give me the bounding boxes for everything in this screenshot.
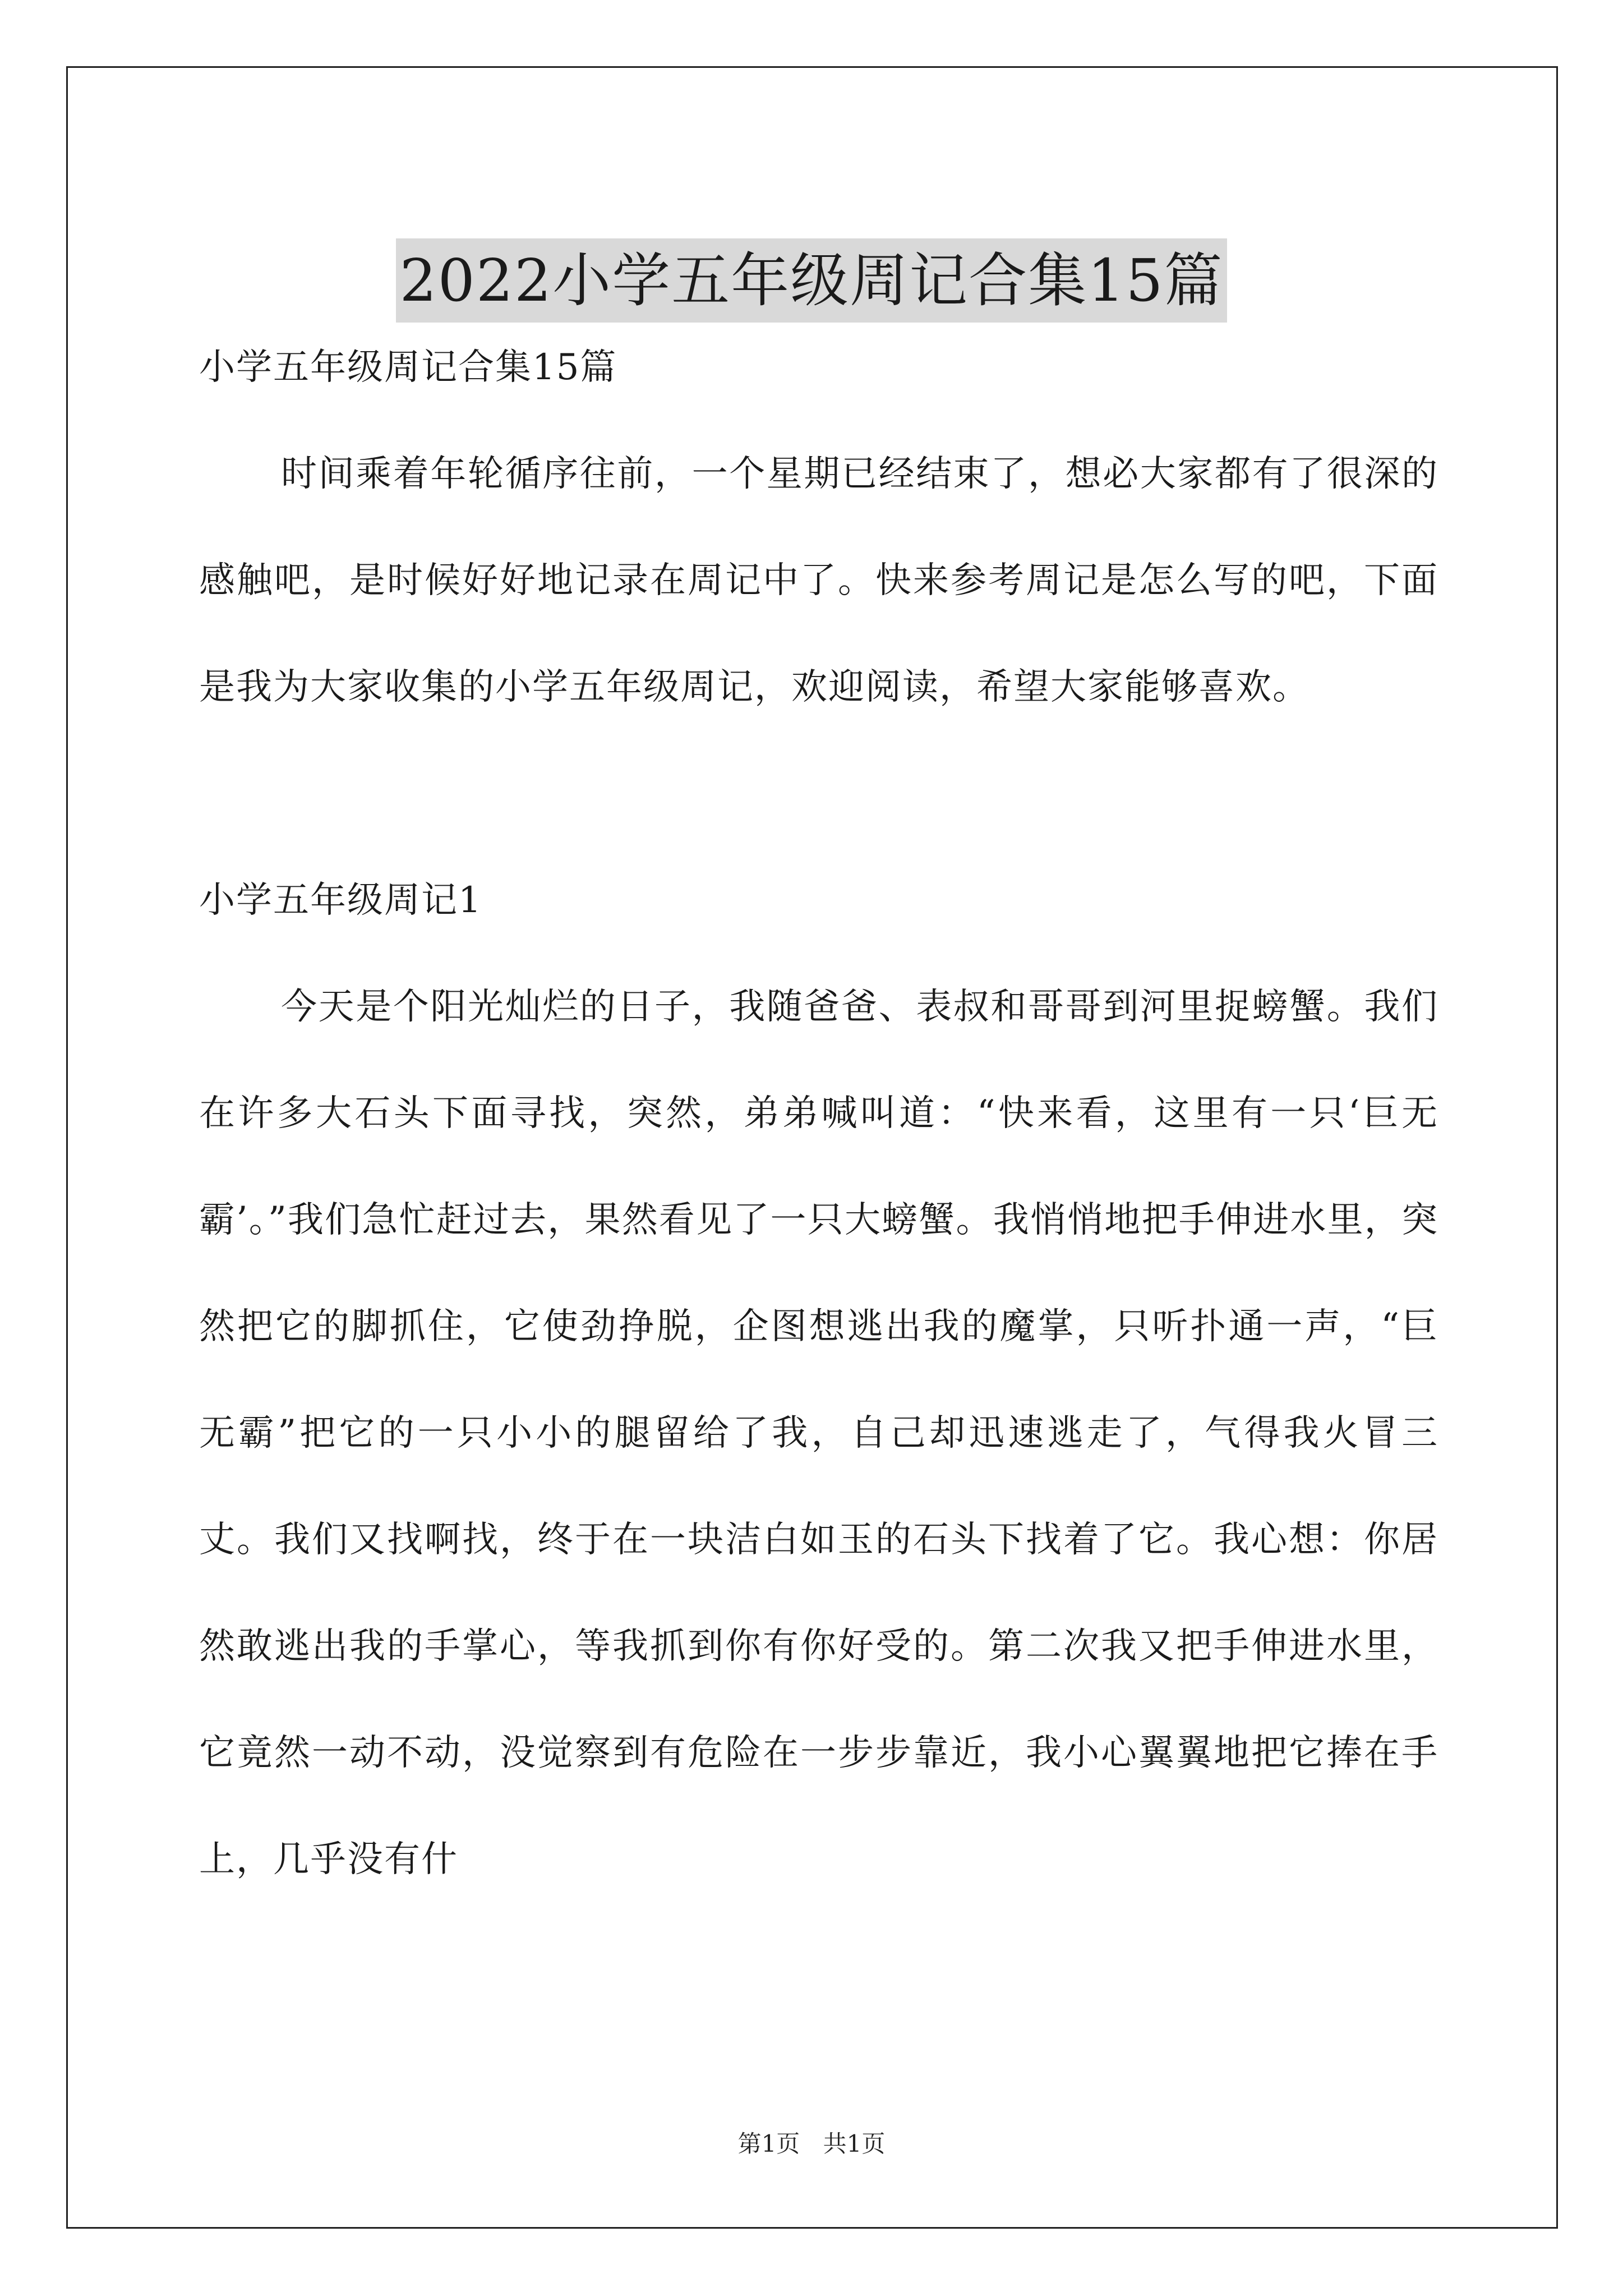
section-spacer <box>199 740 1438 847</box>
document-title: 2022小学五年级周记合集15篇 <box>396 238 1227 323</box>
document-subtitle: 小学五年级周记合集15篇 <box>199 347 617 388</box>
page-total: 共1页 <box>823 2130 886 2157</box>
section-heading: 小学五年级周记1 <box>199 880 482 921</box>
page-footer <box>0 2127 1623 2161</box>
section-paragraph: 今天是个阳光灿烂的日子，我随爸爸、表叔和哥哥到河里捉螃蟹。我们在许多大石头下面寻找，突然，弟弟喊叫道：“快来看，这里有一只‘巨无霸’。”我们急忙赶过去，果然看见了一只大螃蟹。我悄悄地把手伸进水里，突然把它的脚抓住，它使劲挣脱，企图想逃出我的魔掌，只听扑通一声，“巨无霸”把它的一只小小的腿留给了我，自己却迅速逃走了，气得我火冒三丈。我们又找啊找，终于在一块洁白如玉的石头下找着了它。我心想：你居然敢逃出我的手掌心，等我抓到你有你好受的。第二次我又把手伸进水里，它竟然一动不动，没觉察到有危险在一步步靠近，我小心翼翼地把它捧在手上，几乎没有什 <box>199 986 1438 1880</box>
page-number: 第1页 <box>737 2130 800 2157</box>
document-body <box>199 314 1438 1913</box>
intro-paragraph: 时间乘着年轮循序往前，一个星期已经结束了，想必大家都有了很深的感触吧，是时候好好地记录在周记中了。快来参考周记是怎么写的吧，下面是我为大家收集的小学五年级周记，欢迎阅读，希望大家能够喜欢。 <box>199 453 1438 708</box>
